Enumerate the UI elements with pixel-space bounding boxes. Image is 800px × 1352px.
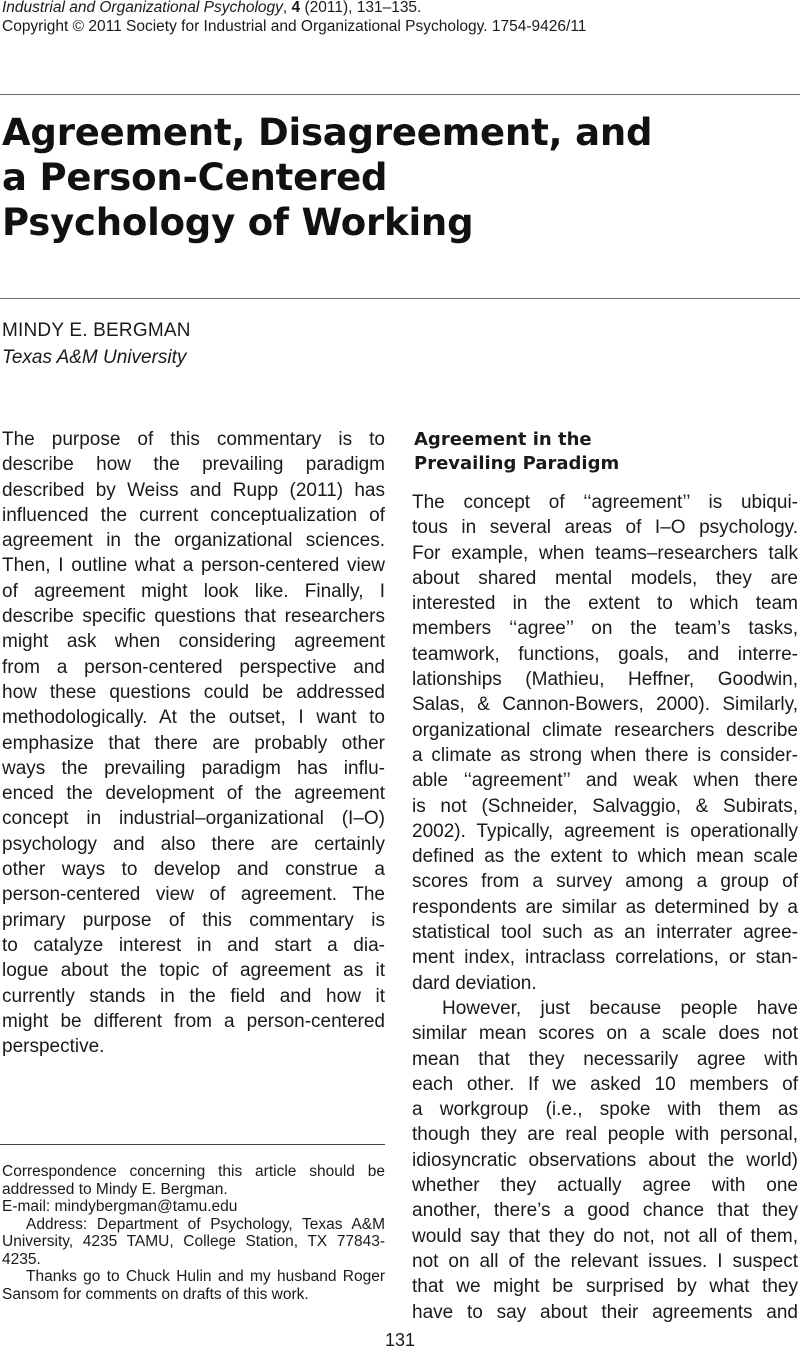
text-line: might ask when considering agreement — [2, 631, 385, 653]
journal-citation — [2, 0, 421, 17]
footnote-divider — [0, 1144, 385, 1145]
text-line: The purpose of this commentary is to — [2, 429, 385, 450]
text-line: might be different from a person-centered — [2, 1010, 385, 1032]
text-line: each other. If we asked 10 members of — [412, 1073, 798, 1095]
text-line: lationships (Mathieu, Heffner, Goodwin, — [412, 669, 798, 691]
journal-volume: 4 — [291, 0, 301, 16]
text-line: respondents are similar as determined by a — [412, 896, 798, 918]
text-line: logue about the topic of agreement as it — [2, 960, 385, 982]
text-line: whether they actually agree with one — [412, 1175, 798, 1197]
text-line: members ‘‘agree’’ on the team’s tasks, — [412, 618, 798, 640]
text-line: describe specific questions that researchers — [2, 606, 385, 628]
text-line: a workgroup (i.e., spoke with them as — [412, 1099, 798, 1121]
article-title — [2, 110, 782, 245]
text-line: ways the prevailing paradigm has influ- — [2, 757, 385, 779]
text-line: about shared mental models, they are — [412, 567, 798, 589]
text-line: describe how the prevailing paradigm — [2, 454, 385, 476]
address-note: University, 4235 TAMU, College Station, TX 77843- — [2, 1233, 385, 1250]
abstract-paragraph — [2, 427, 385, 1059]
text-line: from a person-centered perspective and — [2, 656, 385, 678]
text-line: concept in industrial–organizational (I–O) — [2, 808, 385, 830]
text-line: enced the development of the agreement — [2, 783, 385, 805]
title-line: a Person-Centered — [2, 156, 388, 199]
text-line: is not (Schneider, Salvaggio, & Subirats, — [412, 795, 798, 817]
text-line: to catalyze interest in and start a dia- — [2, 934, 385, 956]
text-line: ment index, intraclass correlations, or stan- — [412, 947, 798, 969]
thanks-note: Thanks go to Chuck Hulin and my husband Roger — [26, 1268, 385, 1285]
text-line: For example, when teams–researchers talk — [412, 542, 798, 564]
text-line: how these questions could be addressed — [2, 681, 385, 703]
text-line: of agreement might look like. Finally, I — [2, 580, 385, 602]
text-line: 2002). Typically, agreement is operationally — [412, 820, 798, 842]
text-line: psychology and also there are certainly — [2, 833, 385, 855]
text-line: idiosyncratic observations about the world) — [412, 1149, 798, 1171]
page-number: 131 — [384, 1330, 416, 1350]
text-line: perspective. — [2, 1036, 105, 1058]
text-line: dard deviation. — [412, 972, 537, 994]
text-line: other ways to develop and construe a — [2, 859, 385, 881]
title-line: Psychology of Working — [2, 201, 474, 244]
heading-line: Agreement in the — [414, 429, 592, 450]
text-line: would say that they do not, not all of them, — [412, 1225, 798, 1247]
text-line: a climate as strong when there is consider- — [412, 744, 798, 766]
text-line: defined as the extent to which mean scale — [412, 846, 798, 868]
text-line: interested in the extent to which team — [412, 593, 798, 615]
text-line: primary purpose of this commentary is — [2, 909, 385, 931]
author-name: MINDY E. BERGMAN — [2, 320, 191, 341]
text-line: The concept of ‘‘agreement’’ is ubiqui- — [412, 492, 798, 513]
email-note: E-mail: mindybergman@tamu.edu — [2, 1198, 238, 1215]
address-note: 4235. — [2, 1250, 41, 1268]
text-line: agreement in the organizational sciences. — [2, 530, 385, 552]
text-line: that we might be surprised by what they — [412, 1276, 798, 1298]
body-paragraph-1 — [412, 490, 798, 996]
text-line: Salas, & Cannon-Bowers, 2000). Similarly, — [412, 694, 798, 716]
text-line: emphasize that there are probably other — [2, 732, 385, 754]
text-line: teamwork, functions, goals, and interre- — [412, 643, 798, 665]
text-line: influenced the current conceptualization of — [2, 504, 385, 526]
text-line: Then, I outline what a person-centered view — [2, 555, 385, 577]
text-line: tous in several areas of I–O psychology. — [412, 517, 798, 539]
citation-year-pages: (2011), 131–135. — [300, 0, 422, 16]
header-divider — [0, 94, 800, 95]
title-divider — [0, 298, 800, 299]
correspondence-note: addressed to Mindy E. Bergman. — [2, 1180, 228, 1198]
text-line: have to say about their agreements and — [412, 1301, 798, 1323]
copyright-notice: Copyright © 2011 Society for Industrial and Organizational Psychology. 1754-9426/11 — [2, 18, 587, 35]
text-line: though they are real people with personal, — [412, 1124, 798, 1146]
text-line: methodologically. At the outset, I want to — [2, 707, 385, 729]
text-line: another, there’s a good chance that they — [412, 1200, 798, 1222]
text-line: statistical tool such as an interrater agree- — [412, 922, 798, 944]
journal-name: Industrial and Organizational Psychology — [2, 0, 283, 16]
section-heading — [414, 428, 794, 476]
citation-separator: , — [282, 0, 292, 16]
text-line: not on all of the relevant issues. I suspect — [412, 1250, 798, 1272]
author-affiliation: Texas A&M University — [2, 347, 187, 368]
footnotes — [2, 1163, 385, 1303]
text-line: described by Weiss and Rupp (2011) has — [2, 479, 385, 501]
text-line: organizational climate researchers describe — [412, 719, 798, 741]
text-line: currently stands in the field and how it — [2, 985, 385, 1007]
text-line: person-centered view of agreement. The — [2, 884, 385, 906]
text-line: able ‘‘agreement’’ and weak when there — [412, 770, 798, 792]
thanks-note: Sansom for comments on drafts of this work. — [2, 1285, 309, 1303]
text-line: scores from a survey among a group of — [412, 871, 798, 893]
text-line: similar mean scores on a scale does not — [412, 1023, 798, 1045]
title-line: Agreement, Disagreement, and — [2, 111, 653, 154]
correspondence-note: Correspondence concerning this article should be — [2, 1163, 385, 1180]
body-paragraph-2 — [412, 996, 798, 1325]
text-line: mean that they necessarily agree with — [412, 1048, 798, 1070]
heading-line: Prevailing Paradigm — [414, 453, 620, 474]
address-note: Address: Department of Psychology, Texas A&M — [26, 1215, 385, 1233]
text-line: However, just because people have — [442, 998, 798, 1019]
